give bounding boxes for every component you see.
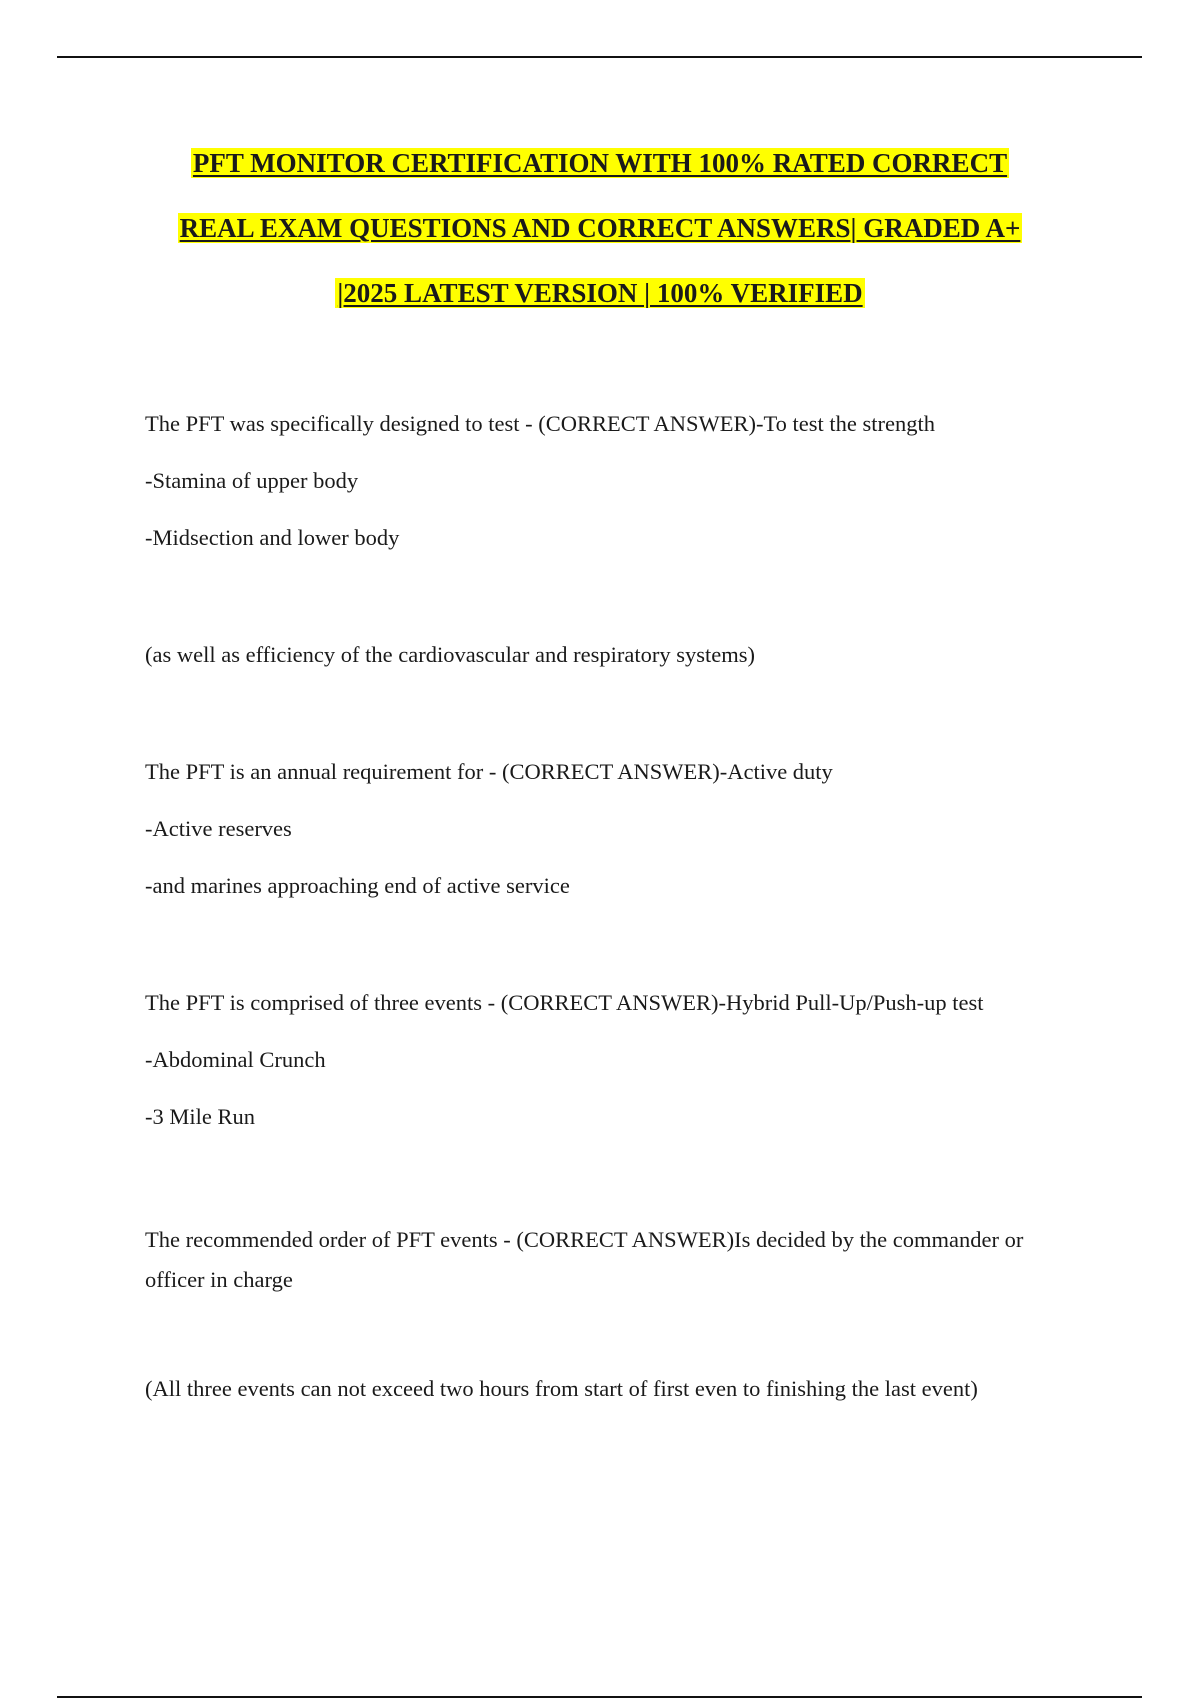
answer-2-item-3: -and marines approaching end of active service — [145, 873, 570, 898]
footer-rule — [57, 1696, 1142, 1698]
header-rule — [57, 56, 1142, 58]
qa-item-2 — [145, 758, 1075, 929]
answer-3-item-3: -3 Mile Run — [145, 1104, 255, 1129]
spacer — [145, 1160, 1075, 1220]
qa-item-4 — [145, 1220, 1075, 1432]
qa-item-1 — [145, 410, 1075, 698]
document-title — [0, 143, 1200, 338]
spacer — [145, 929, 1075, 989]
spacer — [145, 581, 1075, 641]
answer-2-item-2: -Active reserves — [145, 816, 292, 841]
answer-1-item-2: -Stamina of upper body — [145, 468, 359, 493]
question-4: The recommended order of PFT events - (CORRECT ANSWER)Is decided by the commander or officer in charge — [145, 1227, 1024, 1292]
question-2: The PFT is an annual requirement for - (CORRECT ANSWER)-Active duty — [145, 759, 833, 784]
title-line-1: PFT MONITOR CERTIFICATION WITH 100% RATED CORRECT — [192, 148, 1008, 178]
answer-4-note: (All three events can not exceed two hours from start of first even to finishing the last event) — [145, 1376, 978, 1401]
question-1: The PFT was specifically designed to test - (CORRECT ANSWER)-To test the strength — [145, 411, 935, 436]
question-3: The PFT is comprised of three events - (CORRECT ANSWER)-Hybrid Pull-Up/Push-up test — [145, 990, 984, 1015]
spacer — [145, 698, 1075, 758]
answer-1-note: (as well as efficiency of the cardiovascular and respiratory systems) — [145, 642, 755, 667]
spacer — [145, 1300, 1075, 1375]
title-line-3: |2025 LATEST VERSION | 100% VERIFIED — [337, 278, 863, 308]
answer-3-item-2: -Abdominal Crunch — [145, 1047, 326, 1072]
answer-1-item-3: -Midsection and lower body — [145, 525, 400, 550]
title-line-2: REAL EXAM QUESTIONS AND CORRECT ANSWERS| GRADED A+ — [179, 213, 1021, 243]
document-body — [145, 410, 1075, 1432]
qa-item-3 — [145, 989, 1075, 1160]
